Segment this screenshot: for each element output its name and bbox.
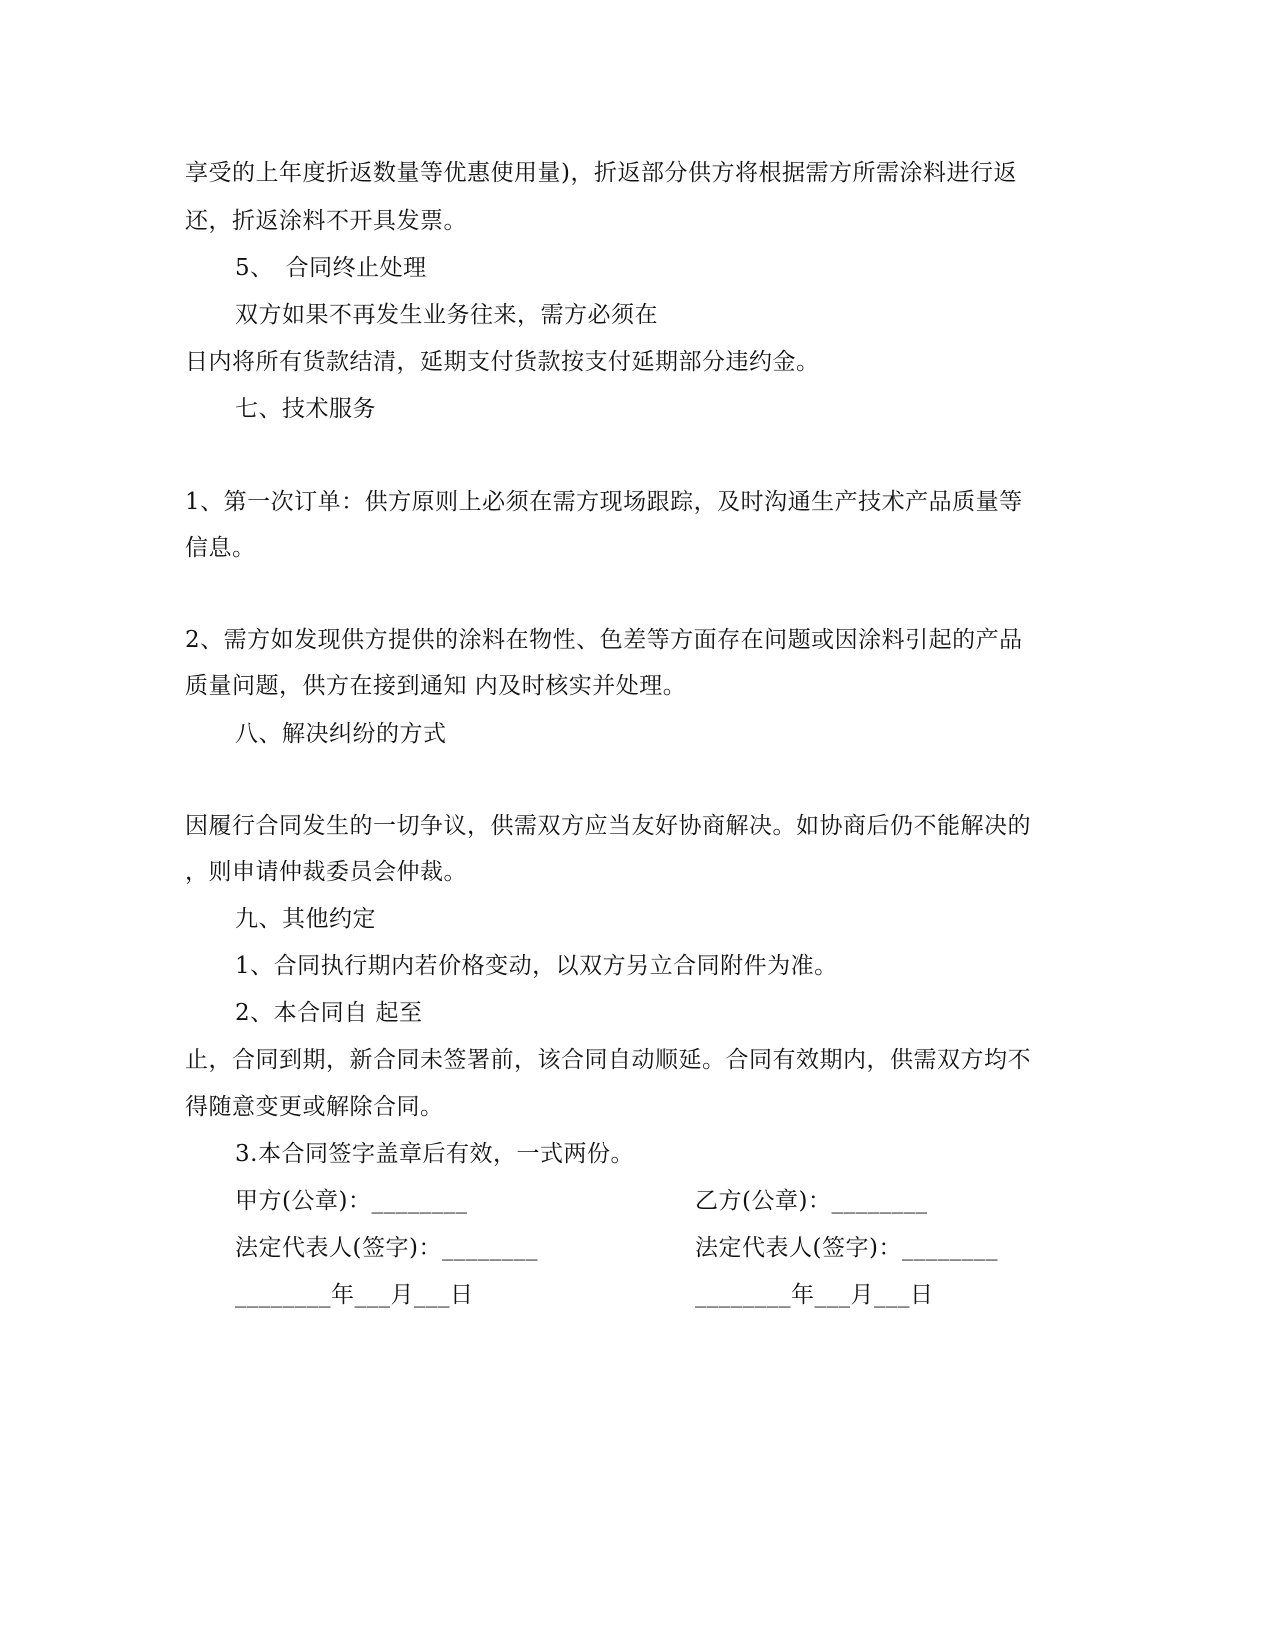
party-b-seal-field: 乙方(公章)：________ [695, 1188, 928, 1214]
paragraph-line: 享受的上年度折返数量等优惠使用量)，折返部分供方将根据需方所需涂料进行返 [185, 160, 1017, 186]
paragraph-line: 还，折返涂料不开具发票。 [185, 208, 467, 234]
paragraph-line: 1、合同执行期内若价格变动，以双方另立合同附件为准。 [235, 953, 838, 979]
paragraph-line: 得随意变更或解除合同。 [185, 1094, 444, 1120]
party-b-date-field: ________年___月___日 [695, 1282, 934, 1308]
paragraph-line: 双方如果不再发生业务往来，需方必须在 [235, 302, 658, 328]
paragraph-line: 止，合同到期，新合同未签署前，该合同自动顺延。合同有效期内，供需双方均不 [185, 1047, 1031, 1073]
section-heading: 九、其他约定 [235, 906, 376, 932]
party-a-representative-field: 法定代表人(签字)：________ [235, 1235, 538, 1261]
paragraph-line: 2、需方如发现供方提供的涂料在物性、色差等方面存在问题或因涂料引起的产品 [185, 627, 1023, 653]
paragraph-line: 1、第一次订单：供方原则上必须在需方现场跟踪，及时沟通生产技术产品质量等 [185, 489, 1023, 515]
paragraph-line: 2、本合同自 起至 [235, 1000, 423, 1026]
paragraph-line: 3.本合同签字盖章后有效，一式两份。 [235, 1141, 634, 1167]
paragraph-line: 因履行合同发生的一切争议，供需双方应当友好协商解决。如协商后仍不能解决的 [185, 813, 1031, 839]
paragraph-line: ，则申请仲裁委员会仲裁。 [185, 859, 467, 885]
paragraph-line: 日内将所有货款结清，延期支付货款按支付延期部分违约金。 [185, 349, 820, 375]
paragraph-line: 质量问题，供方在接到通知 内及时核实并处理。 [185, 673, 687, 699]
paragraph-line: 信息。 [185, 535, 256, 561]
section-heading: 七、技术服务 [235, 396, 376, 422]
party-a-seal-field: 甲方(公章)：________ [235, 1188, 468, 1214]
clause-heading: 5、 合同终止处理 [235, 255, 427, 281]
party-a-date-field: ________年___月___日 [235, 1282, 474, 1308]
party-b-representative-field: 法定代表人(签字)：________ [695, 1235, 998, 1261]
section-heading: 八、解决纠纷的方式 [235, 721, 447, 747]
